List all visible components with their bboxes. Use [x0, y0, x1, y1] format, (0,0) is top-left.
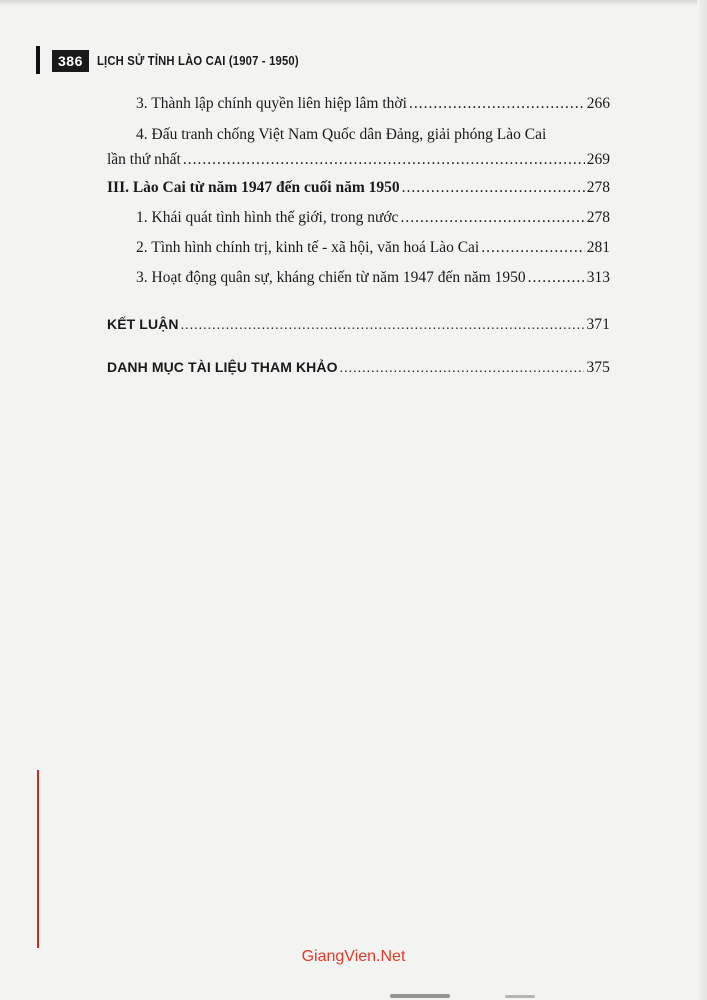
leader-dots: [183, 150, 585, 170]
toc-entry-item-4-line1[interactable]: 4. Đấu tranh chống Việt Nam Quốc dân Đảng, giải phóng Lào Cai: [136, 126, 547, 143]
toc-entry-page: 269: [586, 151, 610, 168]
toc-entry-references[interactable]: [107, 357, 610, 379]
toc-entry-section-iii[interactable]: [107, 178, 610, 198]
toc-entry-label: DANH MỤC TÀI LIỆU THAM KHẢO: [107, 359, 338, 375]
leader-dots: [481, 238, 585, 258]
toc-entry-label: lần thứ nhất: [107, 151, 181, 168]
leader-dots: [528, 268, 585, 288]
toc-entry-conclusion[interactable]: [107, 314, 610, 336]
toc-entry-page: 278: [586, 179, 610, 196]
toc-entry-label: 3. Thành lập chính quyền liên hiệp lâm thời: [136, 95, 407, 112]
toc-entry-label: III. Lào Cai từ năm 1947 đến cuối năm 1950: [107, 179, 400, 196]
toc-entry-page: 313: [586, 269, 610, 286]
leader-dots: [402, 178, 585, 198]
toc-entry-sub-1[interactable]: [136, 208, 610, 228]
toc-entry-label: 3. Hoạt động quân sự, kháng chiến từ năm 1947 đến năm 1950: [136, 269, 526, 286]
toc-entry-sub-2[interactable]: [136, 238, 610, 258]
scan-smudge: [390, 994, 450, 998]
page-number: 386: [52, 50, 89, 72]
watermark: GiangVien.Net: [301, 948, 406, 965]
toc-entry-page: 266: [586, 95, 610, 112]
toc-entry-label: KẾT LUẬN: [107, 316, 179, 332]
leader-dots: [340, 359, 585, 379]
leader-dots: [181, 316, 585, 336]
toc-entry-page: 371: [586, 316, 610, 333]
toc-entry-page: 375: [586, 359, 610, 376]
toc-entry-item-4[interactable]: [107, 150, 610, 170]
scan-smudge: [505, 995, 535, 998]
toc-entry-sub-3[interactable]: [136, 268, 610, 288]
toc-entry-page: 278: [586, 209, 610, 226]
leader-dots: [400, 208, 584, 228]
toc-entry-label: 1. Khái quát tình hình thế giới, trong nước: [136, 209, 399, 226]
leader-dots: [409, 94, 585, 114]
toc-entry-label: 2. Tình hình chính trị, kinh tế - xã hội, văn hoá Lào Cai: [136, 239, 480, 256]
book-title: LỊCH SỬ TỈNH LÀO CAI (1907 - 1950): [96, 54, 299, 68]
toc-entry-page: 281: [586, 239, 610, 256]
toc-entry-item-3[interactable]: [136, 94, 610, 114]
